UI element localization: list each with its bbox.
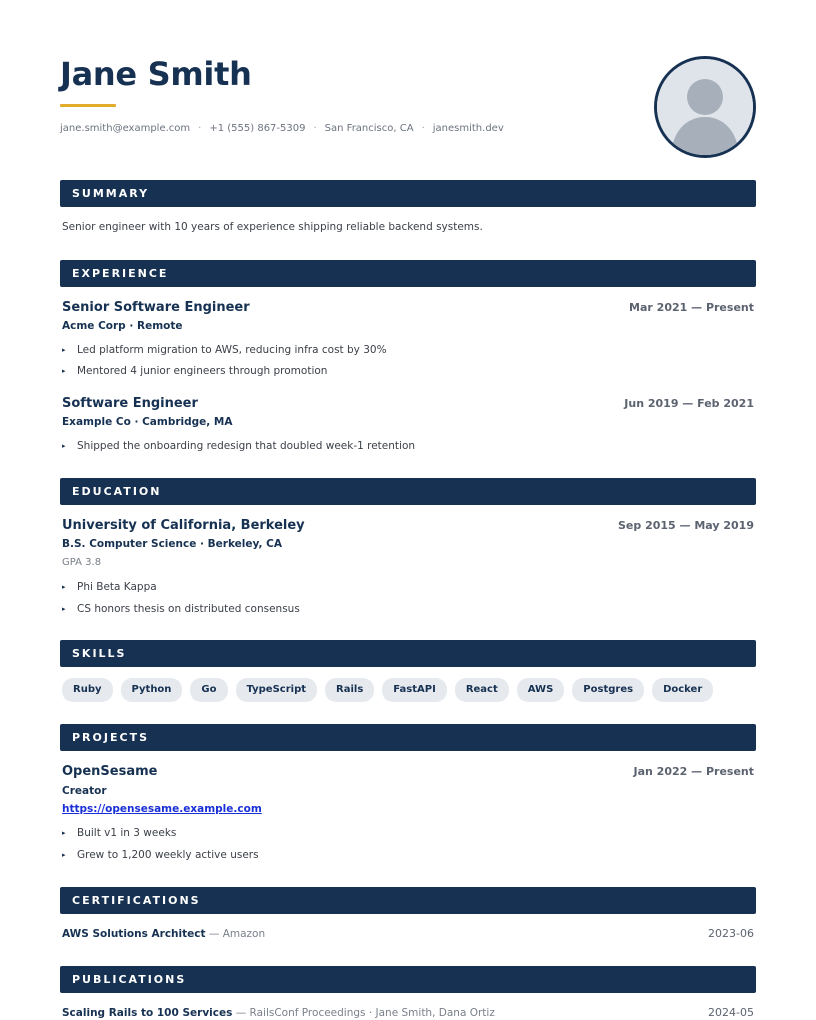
skill-chip: React (455, 678, 509, 702)
person-placeholder-icon (657, 59, 753, 155)
skill-chip: AWS (517, 678, 565, 702)
job-title: Senior Software Engineer (62, 300, 250, 315)
section-header-projects (60, 724, 756, 751)
section-header-summary (60, 180, 756, 207)
bullet-icon: ▸ (62, 442, 66, 450)
skill-chip: Go (190, 678, 227, 702)
project-name: OpenSesame (62, 764, 158, 779)
section-header-experience (60, 260, 756, 287)
gpa: GPA 3.8 (62, 557, 102, 568)
section-title: PROJECTS (72, 731, 149, 744)
certification-entry (62, 928, 265, 940)
bullet-icon: ▸ (62, 346, 66, 354)
skill-chip: Python (121, 678, 183, 702)
contact-email[interactable]: jane.smith@example.com (60, 123, 191, 134)
contact-phone[interactable]: +1 (555) 867-5309 (209, 123, 306, 134)
contact-line (60, 122, 504, 136)
section-title: CERTIFICATIONS (72, 894, 201, 907)
project-link[interactable]: https://opensesame.example.com (62, 803, 262, 815)
list-item: ▸ Mentored 4 junior engineers through promotion (62, 365, 328, 377)
list-item: ▸ Shipped the onboarding redesign that doubled week-1 retention (62, 440, 416, 452)
publication-date: 2024-05 (708, 1006, 754, 1019)
section-title: EXPERIENCE (72, 267, 169, 280)
skill-chip: Rails (325, 678, 374, 702)
candidate-name: Jane Smith (60, 55, 252, 93)
skill-chip: FastAPI (382, 678, 447, 702)
list-item: ▸ CS honors thesis on distributed consensus (62, 603, 300, 615)
skills-list (62, 678, 713, 702)
skill-chip: TypeScript (236, 678, 318, 702)
section-title: SUMMARY (72, 187, 150, 200)
skill-chip: Ruby (62, 678, 113, 702)
certification-name: AWS Solutions Architect (62, 928, 206, 940)
job-dates: Jun 2019 — Feb 2021 (624, 397, 754, 410)
section-header-certifications (60, 887, 756, 914)
publication-venue: — RailsConf Proceedings · Jane Smith, Dana Ortiz (235, 1007, 495, 1019)
contact-location: San Francisco, CA (324, 123, 414, 134)
section-header-skills (60, 640, 756, 667)
list-item: ▸ Built v1 in 3 weeks (62, 827, 177, 839)
publication-entry (62, 1007, 495, 1019)
bullet-icon: ▸ (62, 829, 66, 837)
certification-issuer: — Amazon (208, 928, 266, 940)
section-header-publications (60, 966, 756, 993)
avatar (654, 56, 756, 158)
job-company: Acme Corp · Remote (62, 320, 183, 332)
education-dates: Sep 2015 — May 2019 (617, 519, 754, 532)
publication-title: Scaling Rails to 100 Services (62, 1007, 233, 1019)
job-title: Software Engineer (62, 396, 198, 411)
bullet-icon: ▸ (62, 367, 66, 375)
bullet-icon: ▸ (62, 851, 66, 859)
summary-text: Senior engineer with 10 years of experience shipping reliable backend systems. (62, 221, 483, 233)
contact-separator: · (421, 123, 425, 134)
section-title: EDUCATION (72, 485, 162, 498)
resume-page (60, 0, 756, 1020)
job-company: Example Co · Cambridge, MA (62, 416, 233, 428)
contact-separator: · (198, 123, 202, 134)
section-header-education (60, 478, 756, 505)
job-dates: Mar 2021 — Present (629, 301, 754, 314)
list-item: ▸ Grew to 1,200 weekly active users (62, 849, 259, 861)
skill-chip: Docker (652, 678, 713, 702)
certification-date: 2023-06 (708, 927, 754, 940)
name-underline (60, 104, 116, 107)
contact-website[interactable]: janesmith.dev (432, 123, 504, 134)
contact-separator: · (313, 123, 317, 134)
list-item: ▸ Led platform migration to AWS, reducing infra cost by 30% (62, 344, 387, 356)
list-item: ▸ Phi Beta Kappa (62, 581, 157, 593)
school-name: University of California, Berkeley (62, 518, 305, 533)
section-title: SKILLS (72, 647, 127, 660)
bullet-icon: ▸ (62, 605, 66, 613)
project-dates: Jan 2022 — Present (633, 765, 754, 778)
degree: B.S. Computer Science · Berkeley, CA (62, 538, 283, 550)
skill-chip: Postgres (572, 678, 644, 702)
section-title: PUBLICATIONS (72, 973, 187, 986)
project-role: Creator (62, 785, 107, 797)
bullet-icon: ▸ (62, 583, 66, 591)
